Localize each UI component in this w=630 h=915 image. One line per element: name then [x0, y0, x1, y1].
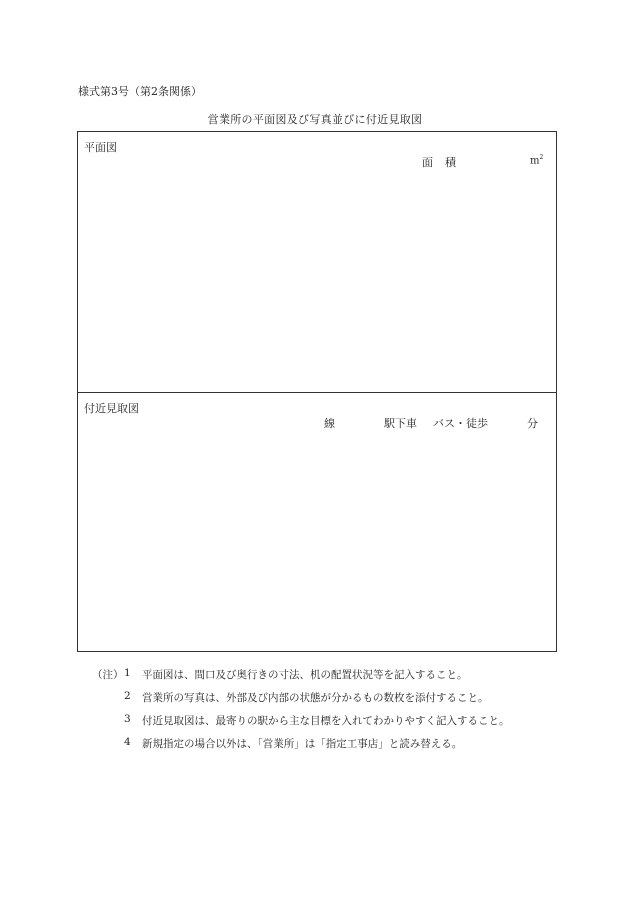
floorplan-section[interactable] [78, 132, 556, 393]
note-number: 3 [124, 713, 131, 725]
note-text: 新規指定の場合以外は、「営業所」は「指定工事店」と読み替える。 [142, 738, 463, 750]
vicinity-map-label: 付近見取図 [84, 402, 139, 415]
note-number: 2 [124, 690, 131, 702]
note-number: 1 [124, 667, 131, 679]
note-number: 4 [124, 736, 131, 748]
form-table [77, 131, 557, 652]
vicinity-map-section[interactable] [78, 393, 556, 651]
minutes-field-label: 分 [527, 417, 538, 430]
area-label: 面積 [422, 156, 468, 169]
note-text: 平面図は、間口及び奥行きの寸法、机の配置状況等を記入すること。 [142, 669, 468, 681]
form-number: 様式第3号（第2条関係） [78, 85, 202, 98]
note-text: 付近見取図は、最寄りの駅から主な目標を入れてわかりやすく記入すること。 [142, 715, 510, 727]
line-field-label: 線 [324, 417, 335, 430]
form-title: 営業所の平面図及び写真並びに付近見取図 [207, 113, 423, 126]
area-unit-superscript: 2 [539, 154, 544, 161]
area-unit-base: m [530, 155, 540, 167]
station-field-label: 駅下車 [384, 417, 417, 430]
notes-prefix: （注） [92, 669, 124, 681]
note-text: 営業所の写真は、外部及び内部の状態が分かるもの数枚を添付すること。 [142, 692, 489, 704]
transport-field-label: バス・徒歩 [433, 417, 488, 430]
area-unit [530, 154, 543, 166]
floorplan-label: 平面図 [84, 141, 117, 154]
